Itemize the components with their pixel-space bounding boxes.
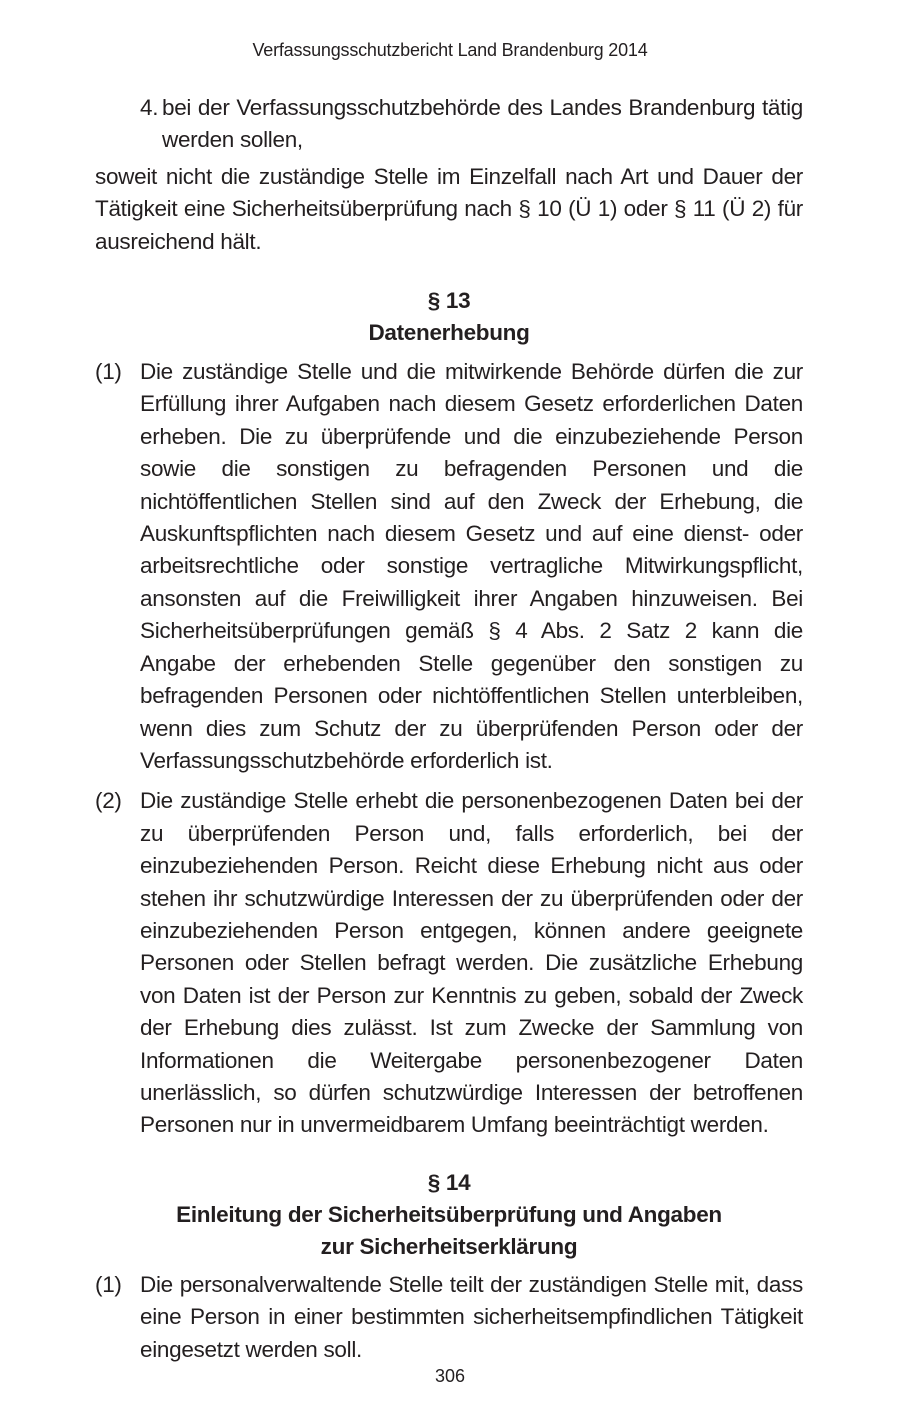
section-heading-13 [95, 285, 803, 349]
paragraph-label: (1) [95, 1271, 122, 1297]
section-title-line-2: zur Sicherheitserklärung [320, 1233, 578, 1259]
section-13-paragraph-1 [95, 356, 803, 777]
page-body [95, 92, 803, 1366]
enumerated-item [140, 92, 803, 157]
paragraph-label: (2) [95, 788, 122, 814]
paragraph-text: Die zuständige Stelle erhebt die personenbezogenen Daten bei der zu überprüfenden Person und, falls erforderlich, bei der einzubeziehenden Person. Reicht diese Erhebung nicht aus oder stehen ihr schutzwürdige Interessen der zu überprüfenden oder der einzubeziehenden Person entgegen, können andere geeignete Personen oder Stellen befragt werden. Die zusätzliche Erhebung von Daten ist der Person zur Kenntnis zu geben, sobald der Zweck der Erhebung dies zulässt. Ist zum Zwecke der Sammlung von Informationen die Weitergabe personenbezogener Daten unerlässlich, so dürfen schutzwürdige Interessen der betroffenen Personen nur in unvermeidbarem Umfang beeinträchtigt werden. [140, 788, 803, 1138]
item-text: bei der Verfassungsschutzbehörde des Landes Brandenburg tätig werden sollen, [162, 95, 803, 153]
section-13-paragraph-2 [95, 785, 803, 1141]
paragraph-text: Die personalverwaltende Stelle teilt der zuständigen Stelle mit, dass eine Person in einer bestimmten sicherheitsempfindlichen Tätigkeit eingesetzt werden soll. [140, 1271, 803, 1362]
section-number: § 13 [427, 288, 471, 314]
paragraph-label: (1) [95, 359, 122, 385]
section-14-paragraph-1 [95, 1269, 803, 1366]
item-number: 4. [140, 95, 159, 120]
closing-paragraph: soweit nicht die zuständige Stelle im Einzelfall nach Art und Dauer der Tätigkeit eine Sicherheitsüberprüfung nach § 10 (Ü 1) oder § 11 (Ü 2) für ausreichend hält. [95, 163, 803, 254]
running-header: Verfassungsschutzbericht Land Brandenburg 2014 [252, 40, 648, 60]
section-title-line-1: Einleitung der Sicherheitsüberprüfung und Angaben [176, 1201, 722, 1227]
section-number: § 14 [427, 1169, 471, 1195]
page-number: 306 [434, 1366, 466, 1386]
section-heading-14 [95, 1167, 803, 1263]
section-title: Datenerhebung [368, 320, 530, 346]
paragraph-text: Die zuständige Stelle und die mitwirkende Behörde dürfen die zur Erfüllung ihrer Aufgaben nach diesem Gesetz erforderlichen Daten erheben. Die zu überprüfende und die einzubeziehende Person sowie die sonstigen zu befragenden Personen und die nichtöffentlichen Stellen sind auf den Zweck der Erhebung, die Auskunftspflichten nach diesem Gesetz und auf eine dienst- oder arbeitsrechtliche oder sonstige vertragliche Mitwirkungspflicht, ansonsten auf die Freiwilligkeit ihrer Angaben hinzuweisen. Bei Sicherheitsüberprüfungen gemäß § 4 Abs. 2 Satz 2 kann die Angabe der erhebenden Stelle gegenüber den sonstigen zu befragenden Personen oder nichtöffentlichen Stellen unterbleiben, wenn dies zum Schutz der zu überprüfenden Person oder der Verfassungsschutzbehörde erforderlich ist. [140, 359, 803, 773]
